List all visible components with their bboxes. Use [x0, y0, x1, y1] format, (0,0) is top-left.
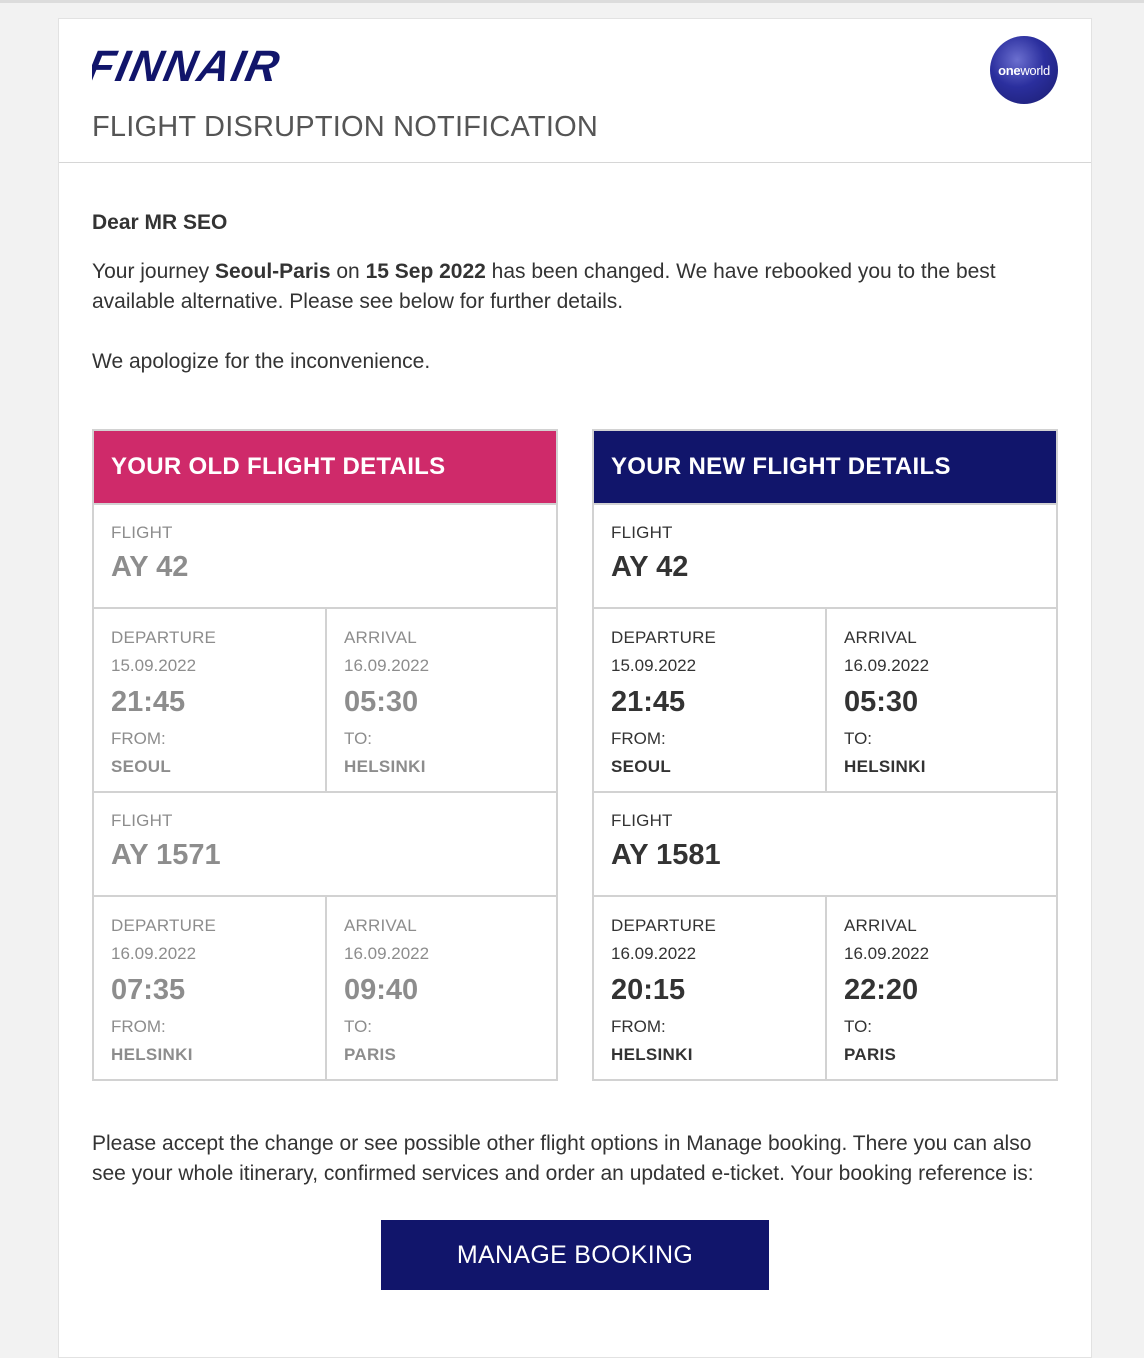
arrival-date: 16.09.2022	[844, 656, 930, 675]
top-border	[0, 0, 1144, 3]
departure-time: 21:45	[611, 686, 686, 718]
arrival-time: 05:30	[844, 686, 919, 718]
origin: SEOUL	[111, 757, 172, 776]
departure-cell: DEPARTURE 15.09.2022 21:45 FROM: SEOUL	[94, 609, 325, 791]
oneworld-logo: oneworld	[990, 36, 1058, 104]
flight-number: AY 42	[111, 551, 189, 583]
flight-times	[594, 895, 1056, 1079]
arrival-cell: ARRIVAL 16.09.2022 09:40 TO: PARIS	[325, 897, 556, 1079]
departure-date: 15.09.2022	[111, 656, 197, 675]
origin: HELSINKI	[611, 1045, 693, 1064]
notification-title: FLIGHT DISRUPTION NOTIFICATION	[92, 111, 598, 143]
flight-times	[94, 895, 556, 1079]
logo-text: FINNAIR	[92, 47, 286, 87]
flight-number-row: FLIGHT AY 42	[594, 503, 1056, 607]
departure-date: 16.09.2022	[111, 944, 197, 963]
flight-comparison	[92, 429, 1058, 1081]
new-flight-details	[592, 429, 1058, 1081]
old-flight-details	[92, 429, 558, 1081]
flight-number-row: FLIGHT AY 42	[94, 503, 556, 607]
arrival-time: 05:30	[344, 686, 419, 718]
destination: PARIS	[344, 1045, 397, 1064]
intro-paragraph: Your journey Seoul-Paris on 15 Sep 2022 has been changed. We have rebooked you to the best available alternative. Please see below for further details.	[92, 260, 996, 313]
departure-cell: DEPARTURE 15.09.2022 21:45 FROM: SEOUL	[594, 609, 825, 791]
button-container	[92, 1220, 1058, 1290]
email-header	[59, 19, 1091, 163]
departure-date: 16.09.2022	[611, 944, 697, 963]
email-card	[58, 18, 1092, 1358]
journey-date: 15 Sep 2022	[365, 260, 486, 283]
destination: PARIS	[844, 1045, 897, 1064]
departure-time: 07:35	[111, 974, 186, 1006]
arrival-time: 22:20	[844, 974, 919, 1006]
old-flight-heading: YOUR OLD FLIGHT DETAILS	[94, 431, 556, 503]
departure-cell: DEPARTURE 16.09.2022 07:35 FROM: HELSINKI	[94, 897, 325, 1079]
arrival-time: 09:40	[344, 974, 419, 1006]
departure-cell: DEPARTURE 16.09.2022 20:15 FROM: HELSINKI	[594, 897, 825, 1079]
flight-times	[94, 607, 556, 791]
manage-booking-button[interactable]: MANAGE BOOKING	[381, 1220, 769, 1290]
flight-times	[594, 607, 1056, 791]
route: Seoul-Paris	[214, 260, 331, 283]
arrival-cell: ARRIVAL 16.09.2022 05:30 TO: HELSINKI	[325, 609, 556, 791]
finnair-logo	[92, 47, 392, 92]
closing-paragraph: Please accept the change or see possible other flight options in Manage booking. There you can also see your whole itinerary, confirmed services and order an updated e-ticket. Your booking reference is:	[92, 1132, 1034, 1185]
greeting: Dear MR SEO	[92, 211, 228, 234]
arrival-date: 16.09.2022	[844, 944, 930, 963]
flight-number: AY 42	[611, 551, 689, 583]
departure-time: 21:45	[111, 686, 186, 718]
flight-number: AY 1571	[111, 839, 221, 871]
new-flight-heading: YOUR NEW FLIGHT DETAILS	[594, 431, 1056, 503]
arrival-cell: ARRIVAL 16.09.2022 22:20 TO: PARIS	[825, 897, 1056, 1079]
destination: HELSINKI	[844, 757, 926, 776]
destination: HELSINKI	[344, 757, 426, 776]
arrival-date: 16.09.2022	[344, 656, 430, 675]
flight-number-row: FLIGHT AY 1581	[594, 791, 1056, 895]
arrival-date: 16.09.2022	[344, 944, 430, 963]
flight-number-row: FLIGHT AY 1571	[94, 791, 556, 895]
email-body	[59, 211, 1091, 1290]
origin: SEOUL	[611, 757, 672, 776]
apology-text: We apologize for the inconvenience.	[92, 350, 431, 373]
departure-time: 20:15	[611, 974, 686, 1006]
departure-date: 15.09.2022	[611, 656, 697, 675]
flight-number: AY 1581	[611, 839, 721, 871]
origin: HELSINKI	[111, 1045, 193, 1064]
arrival-cell: ARRIVAL 16.09.2022 05:30 TO: HELSINKI	[825, 609, 1056, 791]
